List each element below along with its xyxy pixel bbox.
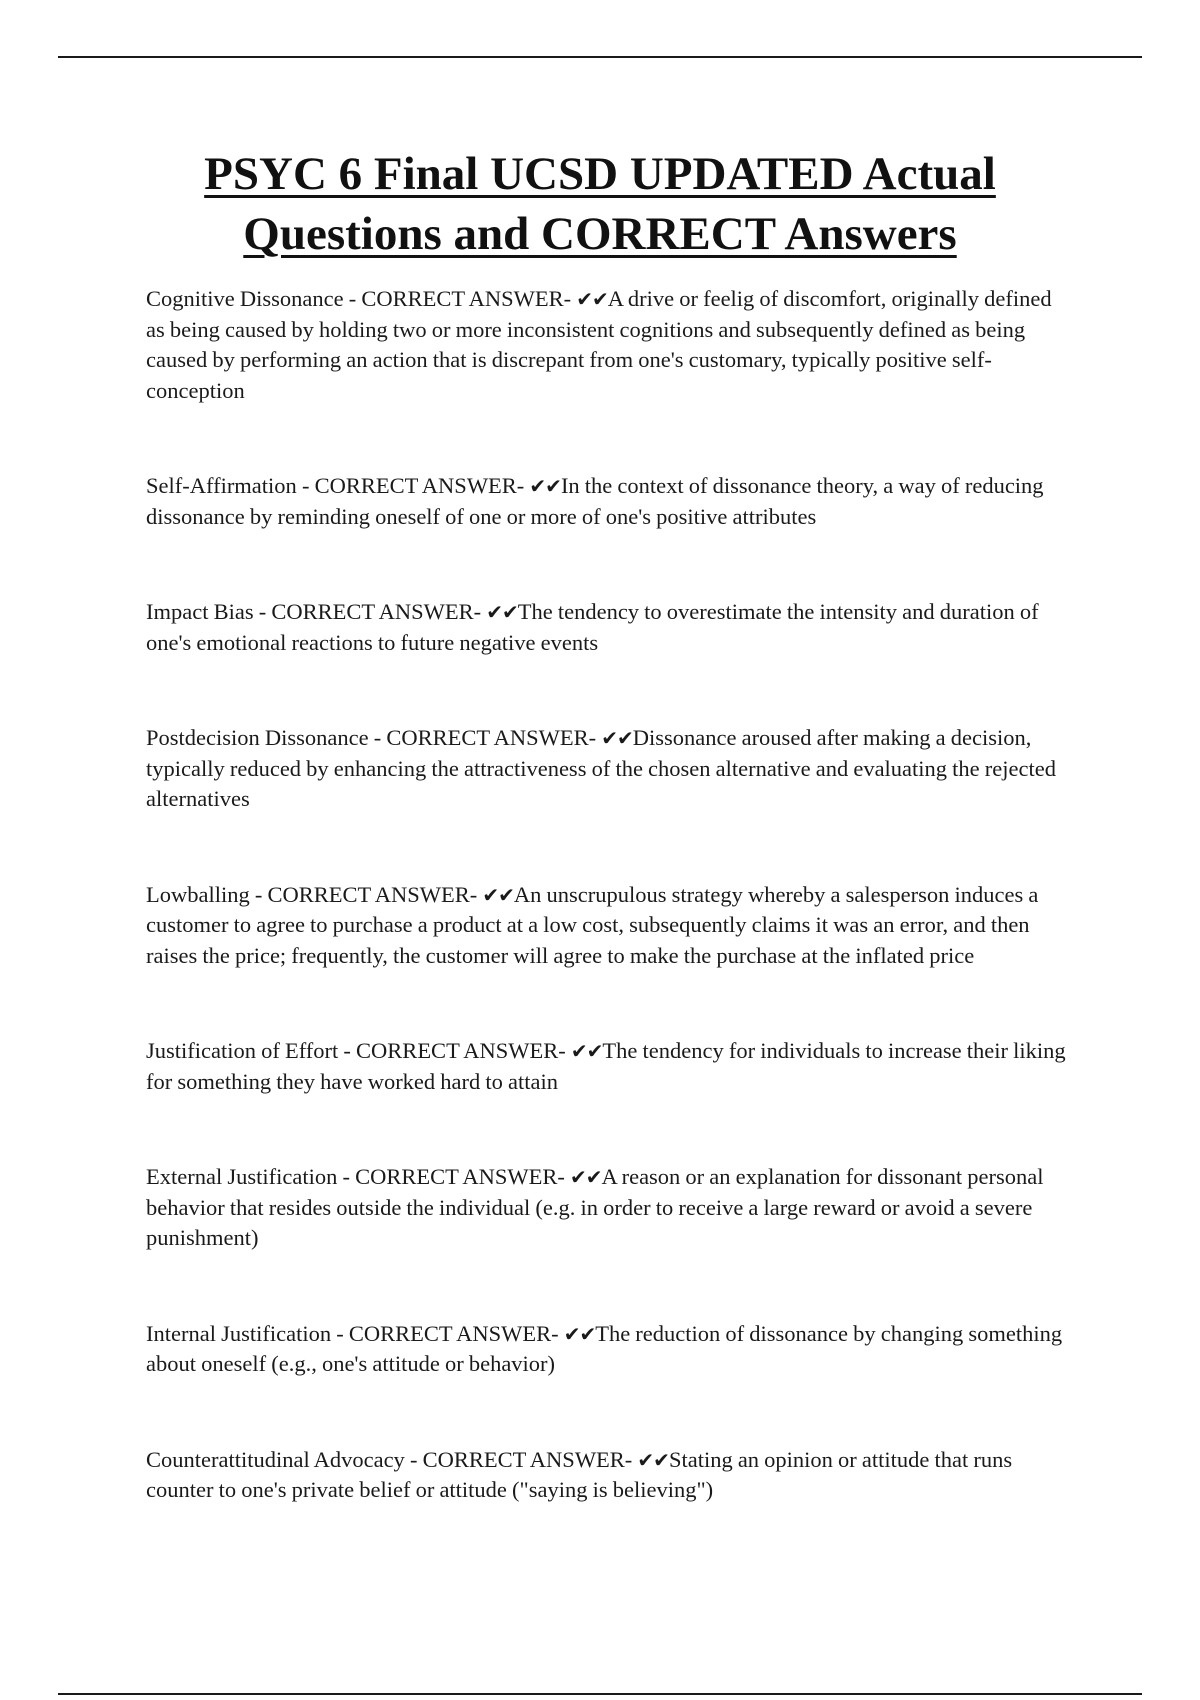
flashcard-entry [146, 723, 1066, 815]
entry-term: Justification of Effort [146, 1038, 339, 1063]
flashcard-entry [146, 471, 1066, 532]
entry-term: Lowballing [146, 881, 250, 907]
entry-definition: The tendency for individuals to increase their liking for something they have worked hard to attain [146, 1038, 1066, 1094]
entry-term: Internal Justification [146, 1320, 332, 1346]
entry-definition: The reduction of dissonance by changing something about oneself (e.g., one's attitude or behavior) [146, 1320, 1063, 1376]
check-icon: ✔✔ [569, 1165, 602, 1189]
entry-term: Postdecision Dissonance [146, 725, 369, 750]
answer-label: CORRECT ANSWER- [422, 1446, 638, 1472]
check-icon: ✔✔ [637, 1447, 669, 1472]
answer-label: CORRECT ANSWER- [271, 599, 487, 624]
entry-separator: - [368, 725, 387, 750]
entry-separator: - [343, 286, 362, 311]
flashcard-entry [146, 597, 1066, 658]
entry-separator: - [338, 1038, 357, 1063]
flashcard-entry [146, 1445, 1066, 1506]
flashcard-entry [146, 284, 1066, 406]
entry-definition: An unscrupulous strategy whereby a salesperson induces a customer to agree to purchase a product at a low cost, subsequently claims it was an error, and then raises the price; frequently, the customer will agree to make the purchase at the inflated price [146, 881, 1039, 968]
entry-term: External Justification [146, 1164, 338, 1189]
answer-label: CORRECT ANSWER- [356, 1038, 571, 1063]
answer-label: CORRECT ANSWER- [386, 725, 602, 750]
entry-separator: - [337, 1164, 356, 1189]
entry-separator: - [296, 473, 315, 498]
flashcard-entry [146, 1319, 1066, 1380]
entry-separator: - [249, 881, 268, 907]
answer-label: CORRECT ANSWER- [348, 1320, 564, 1346]
check-icon: ✔✔ [570, 1039, 603, 1063]
entry-definition: The tendency to overestimate the intensity and duration of one's emotional reactions to future negative events [146, 599, 1039, 655]
entry-term: Counterattitudinal Advocacy [146, 1446, 405, 1472]
check-icon: ✔✔ [529, 474, 561, 498]
entry-term: Self-Affirmation [146, 473, 297, 498]
entry-term: Cognitive Dissonance [146, 286, 344, 311]
answer-label: CORRECT ANSWER- [355, 1164, 570, 1189]
entry-definition: Stating an opinion or attitude that runs counter to one's private belief or attitude ("saying is believing") [146, 1446, 1013, 1502]
answer-label: CORRECT ANSWER- [267, 881, 483, 907]
bottom-divider [58, 1693, 1142, 1695]
flashcard-entry [146, 880, 1066, 972]
entry-definition: In the context of dissonance theory, a way of reducing dissonance by reminding oneself of one or more of one's positive attributes [146, 473, 1044, 529]
document-title: PSYC 6 Final UCSD UPDATED Actual Questions and CORRECT Answers [204, 148, 996, 260]
flashcard-list [146, 284, 1066, 1506]
top-divider [58, 56, 1142, 58]
entry-separator: - [253, 599, 272, 624]
entry-definition: A drive or feelig of discomfort, originally defined as being caused by holding two or more inconsistent cognitions and subsequently defined as being caused by performing an action that is discrepant from one's customary, typically positive self-conception [146, 286, 1052, 403]
entry-term: Impact Bias [146, 599, 254, 624]
flashcard-entry [146, 1162, 1066, 1254]
entry-separator: - [331, 1320, 349, 1346]
answer-label: CORRECT ANSWER- [361, 286, 577, 311]
check-icon: ✔✔ [482, 882, 514, 907]
entry-definition: A reason or an explanation for dissonant personal behavior that resides outside the individual (e.g. in order to receive a large reward or avoid a severe punishment) [146, 1164, 1044, 1250]
check-icon: ✔✔ [563, 1321, 596, 1346]
check-icon: ✔✔ [576, 287, 608, 311]
check-icon: ✔✔ [601, 726, 633, 750]
answer-label: CORRECT ANSWER- [314, 473, 530, 498]
entry-separator: - [404, 1446, 423, 1472]
entry-definition: Dissonance aroused after making a decision, typically reduced by enhancing the attractiveness of the chosen alternative and evaluating the rejected alternatives [146, 725, 1056, 811]
check-icon: ✔✔ [486, 600, 518, 624]
flashcard-entry [146, 1036, 1066, 1097]
